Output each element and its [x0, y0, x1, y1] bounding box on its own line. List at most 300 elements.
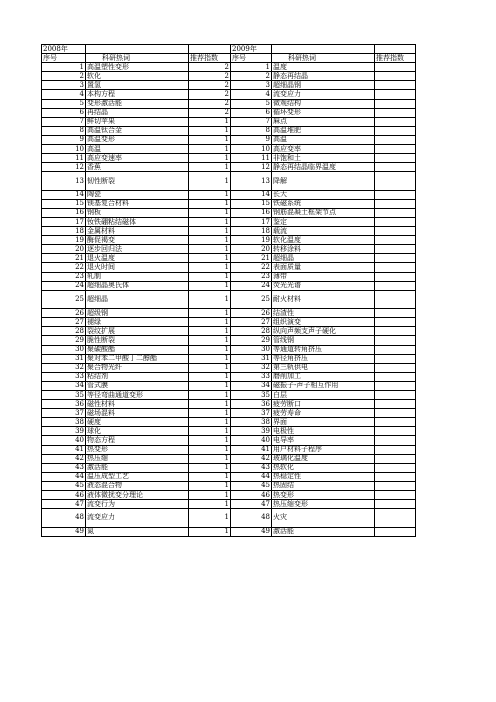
seq-2009-cell: 48 — [231, 509, 272, 527]
word-2008-cell: 磁性材料 — [86, 400, 189, 409]
seq-2008-cell: 39 — [42, 427, 86, 436]
word-2008-cell: 硬度 — [86, 418, 189, 427]
index-2009-cell — [375, 372, 416, 381]
table-row — [42, 390, 416, 399]
seq-2008-cell: 7 — [42, 117, 86, 126]
seq-2009-cell: 24 — [231, 281, 272, 290]
word-2008-cell: 本构方程 — [86, 90, 189, 99]
seq-2009-cell: 20 — [231, 245, 272, 254]
index-2009-cell — [375, 481, 416, 490]
index-2008-cell: 2 — [189, 90, 231, 99]
table-row — [42, 254, 416, 263]
word-2009-cell: 电导率 — [272, 436, 375, 445]
word-2008-cell: 物态方程 — [86, 436, 189, 445]
word-2008-cell: 热压缩 — [86, 454, 189, 463]
index-2008-cell: 1 — [189, 272, 231, 281]
table-row — [42, 454, 416, 463]
index-2009-cell — [375, 318, 416, 327]
hot-words-table — [41, 44, 416, 537]
word-2008-cell: 高温 — [86, 145, 189, 154]
seq-2009-cell: 39 — [231, 427, 272, 436]
seq-2008-cell: 4 — [42, 90, 86, 99]
index-2009-cell — [375, 400, 416, 409]
word-2008-cell: 热变形 — [86, 445, 189, 454]
seq-2008-cell: 28 — [42, 327, 86, 336]
seq-2008-cell: 3 — [42, 81, 86, 90]
table-row — [42, 217, 416, 226]
table-row — [42, 154, 416, 163]
word-2009-cell: 纵向声频支声子硬化 — [272, 327, 375, 336]
seq-2008-cell: 21 — [42, 254, 86, 263]
index-2009-cell — [375, 381, 416, 390]
word-2008-cell: 镁基复合材料 — [86, 199, 189, 208]
seq-2009-cell: 14 — [231, 190, 272, 199]
word-2008-cell: 等径弯曲通道变形 — [86, 390, 189, 399]
word-2009-cell: 高温堆肥 — [272, 126, 375, 135]
index-2009-cell — [375, 472, 416, 481]
word-2009-cell: 第三轨供电 — [272, 363, 375, 372]
table-row — [42, 527, 416, 536]
word-2009-cell: 温度 — [272, 63, 375, 72]
word-2009-cell: 玻璃化温度 — [272, 454, 375, 463]
word-2009-cell: 结渣性 — [272, 309, 375, 318]
index-2009-cell — [375, 208, 416, 217]
seq-2009-cell: 33 — [231, 372, 272, 381]
index-2009-cell — [375, 327, 416, 336]
seq-2009-cell: 2 — [231, 72, 272, 81]
index-2008-cell: 1 — [189, 327, 231, 336]
word-2009-cell: 钢筋混凝土框架节点 — [272, 208, 375, 217]
word-2008-cell: 变形激活能 — [86, 99, 189, 108]
table-row — [42, 99, 416, 108]
year-2009-label: 2009年 — [231, 45, 272, 54]
word-2009-cell: 热稳定性 — [272, 472, 375, 481]
seq-2008-cell: 23 — [42, 272, 86, 281]
index-2009-cell — [375, 445, 416, 454]
word-2008-cell: 高温钛合金 — [86, 126, 189, 135]
seq-2008-cell: 36 — [42, 400, 86, 409]
index-2009-cell — [375, 527, 416, 536]
seq-2009-cell: 10 — [231, 145, 272, 154]
index-2009-cell — [375, 245, 416, 254]
table-row — [42, 163, 416, 172]
index-2008-cell: 1 — [189, 409, 231, 418]
table-row — [42, 336, 416, 345]
index-2009-cell — [375, 99, 416, 108]
word-2008-cell: 陶瓷 — [86, 190, 189, 199]
seq-2008-cell: 31 — [42, 354, 86, 363]
table-row — [42, 372, 416, 381]
index-2009-cell — [375, 227, 416, 236]
seq-2008-cell: 40 — [42, 436, 86, 445]
word-2008-cell: 韧性断裂 — [86, 172, 189, 190]
seq-2009-cell: 27 — [231, 318, 272, 327]
seq-2008-cell: 47 — [42, 500, 86, 509]
table-row — [42, 90, 416, 99]
col-index-2008: 推荐指数 — [189, 54, 231, 63]
index-2009-cell — [375, 117, 416, 126]
word-2009-cell: 用户材料子程序 — [272, 445, 375, 454]
table-row — [42, 309, 416, 318]
table-row — [42, 509, 416, 527]
index-2009-cell — [375, 454, 416, 463]
index-2009-cell — [375, 172, 416, 190]
seq-2009-cell: 49 — [231, 527, 272, 536]
index-2009-cell — [375, 436, 416, 445]
index-2009-cell — [375, 90, 416, 99]
seq-2009-cell: 38 — [231, 418, 272, 427]
index-2009-cell — [375, 272, 416, 281]
index-2009-cell — [375, 500, 416, 509]
index-2009-cell — [375, 145, 416, 154]
index-2008-cell: 2 — [189, 81, 231, 90]
word-2009-cell: 鉴定 — [272, 217, 375, 226]
seq-2009-cell: 9 — [231, 135, 272, 144]
column-header-row — [42, 54, 416, 63]
word-2008-cell: 裂纹扩展 — [86, 327, 189, 336]
word-2008-cell: 脆性断裂 — [86, 336, 189, 345]
word-2008-cell: 褪绿 — [86, 318, 189, 327]
seq-2008-cell: 10 — [42, 145, 86, 154]
seq-2008-cell: 49 — [42, 527, 86, 536]
index-2008-cell: 2 — [189, 72, 231, 81]
seq-2009-cell: 22 — [231, 263, 272, 272]
table-row — [42, 227, 416, 236]
table-row — [42, 117, 416, 126]
seq-2009-cell: 43 — [231, 463, 272, 472]
table-row — [42, 400, 416, 409]
seq-2008-cell: 37 — [42, 409, 86, 418]
word-2008-cell: 酶促褐变 — [86, 236, 189, 245]
index-2008-cell: 1 — [189, 354, 231, 363]
index-2008-cell: 1 — [189, 418, 231, 427]
seq-2008-cell: 17 — [42, 217, 86, 226]
word-2009-cell: 非饱和土 — [272, 154, 375, 163]
word-2009-cell: 电极性 — [272, 427, 375, 436]
col-index-2009: 推荐指数 — [375, 54, 416, 63]
word-2008-cell: 置氢 — [86, 81, 189, 90]
word-2008-cell: 高应变速率 — [86, 154, 189, 163]
word-2009-cell: 静态再结晶 — [272, 72, 375, 81]
word-2008-cell: 软化 — [86, 72, 189, 81]
year-2008-label: 2008年 — [42, 45, 86, 54]
word-2009-cell: 耐火材料 — [272, 290, 375, 308]
word-2009-cell: 热压缩变形 — [272, 500, 375, 509]
table-row — [42, 345, 416, 354]
index-2009-cell — [375, 254, 416, 263]
index-2008-cell: 1 — [189, 126, 231, 135]
table-row — [42, 327, 416, 336]
table-row — [42, 72, 416, 81]
index-2009-cell — [375, 336, 416, 345]
index-2008-cell: 1 — [189, 445, 231, 454]
index-2008-cell: 1 — [189, 390, 231, 399]
seq-2008-cell: 43 — [42, 463, 86, 472]
col-word-2009: 科研热词 — [272, 54, 375, 63]
word-2008-cell: 高温变形 — [86, 135, 189, 144]
word-2008-cell: 温压成型工艺 — [86, 472, 189, 481]
seq-2008-cell: 18 — [42, 227, 86, 236]
seq-2008-cell: 32 — [42, 363, 86, 372]
word-2008-cell: 液体微扰变分理论 — [86, 491, 189, 500]
index-2009-cell — [375, 281, 416, 290]
seq-2009-cell: 3 — [231, 81, 272, 90]
word-2008-cell: 逐步回归法 — [86, 245, 189, 254]
table-row — [42, 463, 416, 472]
index-2009-cell — [375, 363, 416, 372]
word-2008-cell: 退火温度 — [86, 254, 189, 263]
seq-2009-cell: 37 — [231, 409, 272, 418]
word-2009-cell: 磨削加工 — [272, 372, 375, 381]
index-2008-cell: 1 — [189, 236, 231, 245]
index-2008-cell: 1 — [189, 509, 231, 527]
word-2009-cell: 界面 — [272, 418, 375, 427]
seq-2008-cell: 38 — [42, 418, 86, 427]
table-row — [42, 208, 416, 217]
word-2009-cell: 超细晶 — [272, 254, 375, 263]
seq-2008-cell: 27 — [42, 318, 86, 327]
word-2009-cell: 软化温度 — [272, 236, 375, 245]
seq-2009-cell: 26 — [231, 309, 272, 318]
word-2009-cell: 表面质量 — [272, 263, 375, 272]
seq-2008-cell: 19 — [42, 236, 86, 245]
seq-2009-cell: 36 — [231, 400, 272, 409]
index-2008-cell: 1 — [189, 245, 231, 254]
table-row — [42, 472, 416, 481]
word-2008-cell: 聚对苯二甲酸丁二醇酯 — [86, 354, 189, 363]
index-2008-cell: 1 — [189, 336, 231, 345]
seq-2009-cell: 44 — [231, 472, 272, 481]
word-2009-cell: 磁振子-声子相互作用 — [272, 381, 375, 390]
index-2008-cell: 1 — [189, 135, 231, 144]
index-2008-cell: 2 — [189, 108, 231, 117]
word-2009-cell: 疲劳寿命 — [272, 409, 375, 418]
table-row — [42, 427, 416, 436]
seq-2009-cell: 18 — [231, 227, 272, 236]
index-2008-cell: 1 — [189, 472, 231, 481]
seq-2009-cell: 32 — [231, 363, 272, 372]
index-2009-cell — [375, 427, 416, 436]
word-2009-cell: 管线钢 — [272, 336, 375, 345]
seq-2009-cell: 4 — [231, 90, 272, 99]
seq-2008-cell: 30 — [42, 345, 86, 354]
index-2008-cell: 1 — [189, 318, 231, 327]
index-2009-cell — [375, 309, 416, 318]
table-row — [42, 281, 416, 290]
index-2009-cell — [375, 345, 416, 354]
seq-2008-cell: 11 — [42, 154, 86, 163]
seq-2009-cell: 31 — [231, 354, 272, 363]
word-2008-cell: 球化 — [86, 427, 189, 436]
index-2009-cell — [375, 154, 416, 163]
index-2008-cell: 1 — [189, 263, 231, 272]
col-seq-2008: 序号 — [42, 54, 86, 63]
index-2008-cell: 1 — [189, 491, 231, 500]
seq-2009-cell: 29 — [231, 336, 272, 345]
index-2008-cell: 1 — [189, 217, 231, 226]
seq-2009-cell: 12 — [231, 163, 272, 172]
col-seq-2009: 序号 — [231, 54, 272, 63]
seq-2009-cell: 30 — [231, 345, 272, 354]
word-2009-cell: 载流 — [272, 227, 375, 236]
seq-2008-cell: 20 — [42, 245, 86, 254]
word-2009-cell: 流变应力 — [272, 90, 375, 99]
seq-2008-cell: 1 — [42, 63, 86, 72]
seq-2008-cell: 25 — [42, 290, 86, 308]
word-2009-cell: 超细晶钢 — [272, 81, 375, 90]
seq-2009-cell: 40 — [231, 436, 272, 445]
seq-2009-cell: 46 — [231, 491, 272, 500]
seq-2009-cell: 42 — [231, 454, 272, 463]
index-2009-cell — [375, 491, 416, 500]
word-2008-cell: 退火时间 — [86, 263, 189, 272]
table-row — [42, 418, 416, 427]
seq-2008-cell: 13 — [42, 172, 86, 190]
word-2008-cell: 超细晶 — [86, 290, 189, 308]
index-2009-cell — [375, 463, 416, 472]
index-2008-cell: 1 — [189, 309, 231, 318]
index-2008-cell: 1 — [189, 381, 231, 390]
index-2008-cell: 1 — [189, 400, 231, 409]
seq-2009-cell: 47 — [231, 500, 272, 509]
index-2008-cell: 1 — [189, 163, 231, 172]
word-2009-cell: 铁磁系统 — [272, 199, 375, 208]
word-2008-cell: 磁场混料 — [86, 409, 189, 418]
word-2009-cell: 等径角挤压 — [272, 354, 375, 363]
seq-2008-cell: 33 — [42, 372, 86, 381]
seq-2009-cell: 11 — [231, 154, 272, 163]
word-2008-cell: 氮 — [86, 527, 189, 536]
seq-2009-cell: 23 — [231, 272, 272, 281]
word-2009-cell: 静态再结晶临界温度 — [272, 163, 375, 172]
seq-2008-cell: 26 — [42, 309, 86, 318]
index-2008-cell: 1 — [189, 363, 231, 372]
seq-2008-cell: 44 — [42, 472, 86, 481]
index-2009-cell — [375, 190, 416, 199]
index-2008-cell: 1 — [189, 281, 231, 290]
seq-2009-cell: 19 — [231, 236, 272, 245]
index-2009-cell — [375, 63, 416, 72]
index-2009-cell — [375, 135, 416, 144]
seq-2009-cell: 28 — [231, 327, 272, 336]
word-2009-cell: 疲劳断口 — [272, 400, 375, 409]
seq-2008-cell: 12 — [42, 163, 86, 172]
word-2009-cell: 荧光光谱 — [272, 281, 375, 290]
index-2008-cell: 1 — [189, 227, 231, 236]
word-2008-cell: 液态混合物 — [86, 481, 189, 490]
seq-2009-cell: 25 — [231, 290, 272, 308]
index-2008-cell: 1 — [189, 154, 231, 163]
table-row — [42, 409, 416, 418]
word-2008-cell: 管式膜 — [86, 381, 189, 390]
seq-2008-cell: 15 — [42, 199, 86, 208]
seq-2009-cell: 17 — [231, 217, 272, 226]
word-2008-cell: 流变应力 — [86, 509, 189, 527]
table-row — [42, 135, 416, 144]
word-2009-cell: 热固结 — [272, 481, 375, 490]
index-2008-cell: 1 — [189, 463, 231, 472]
word-2008-cell: 再结晶 — [86, 108, 189, 117]
index-2008-cell: 1 — [189, 172, 231, 190]
word-2009-cell: 麻点 — [272, 117, 375, 126]
index-2008-cell: 1 — [189, 208, 231, 217]
seq-2008-cell: 35 — [42, 390, 86, 399]
index-2009-cell — [375, 163, 416, 172]
table-row — [42, 318, 416, 327]
seq-2009-cell: 5 — [231, 99, 272, 108]
year-row — [42, 45, 416, 54]
word-2008-cell: 高温塑性变形 — [86, 63, 189, 72]
table-row — [42, 491, 416, 500]
index-2009-cell — [375, 108, 416, 117]
index-2008-cell: 1 — [189, 345, 231, 354]
index-2009-cell — [375, 263, 416, 272]
seq-2009-cell: 41 — [231, 445, 272, 454]
table-row — [42, 381, 416, 390]
seq-2008-cell: 5 — [42, 99, 86, 108]
seq-2008-cell: 48 — [42, 509, 86, 527]
index-2008-cell: 1 — [189, 254, 231, 263]
col-word-2008: 科研热词 — [86, 54, 189, 63]
seq-2008-cell: 16 — [42, 208, 86, 217]
word-2008-cell: 激活能 — [86, 463, 189, 472]
word-2008-cell: 香蕉 — [86, 163, 189, 172]
index-2008-cell: 1 — [189, 290, 231, 308]
table-row — [42, 172, 416, 190]
table-row — [42, 126, 416, 135]
table-row — [42, 272, 416, 281]
seq-2008-cell: 9 — [42, 135, 86, 144]
seq-2008-cell: 42 — [42, 454, 86, 463]
word-2009-cell: 热变形 — [272, 491, 375, 500]
table-row — [42, 199, 416, 208]
seq-2008-cell: 14 — [42, 190, 86, 199]
index-2008-cell: 1 — [189, 190, 231, 199]
seq-2009-cell: 8 — [231, 126, 272, 135]
word-2009-cell: 组织演变 — [272, 318, 375, 327]
index-2009-cell — [375, 409, 416, 418]
table-row — [42, 263, 416, 272]
index-2009-cell — [375, 290, 416, 308]
index-2009-cell — [375, 199, 416, 208]
word-2008-cell: 超细晶奥氏体 — [86, 281, 189, 290]
index-2009-cell — [375, 81, 416, 90]
seq-2009-cell: 21 — [231, 254, 272, 263]
index-2008-cell: 1 — [189, 527, 231, 536]
word-2008-cell: 粘结剂 — [86, 372, 189, 381]
word-2008-cell: 超级钢 — [86, 309, 189, 318]
table-row — [42, 436, 416, 445]
word-2009-cell: 高应变率 — [272, 145, 375, 154]
index-2008-cell: 1 — [189, 454, 231, 463]
word-2008-cell: 聚合物光纤 — [86, 363, 189, 372]
word-2008-cell: 流变行为 — [86, 500, 189, 509]
table-row — [42, 290, 416, 308]
seq-2009-cell: 15 — [231, 199, 272, 208]
index-2008-cell: 1 — [189, 436, 231, 445]
word-2009-cell: 循环变形 — [272, 108, 375, 117]
word-2009-cell: 激活能 — [272, 527, 375, 536]
index-2009-cell — [375, 354, 416, 363]
index-2008-cell: 1 — [189, 427, 231, 436]
word-2009-cell: 降解 — [272, 172, 375, 190]
seq-2009-cell: 6 — [231, 108, 272, 117]
word-2009-cell: 转移涂料 — [272, 245, 375, 254]
word-2009-cell: 微观结构 — [272, 99, 375, 108]
word-2009-cell: 火灾 — [272, 509, 375, 527]
index-2009-cell — [375, 509, 416, 527]
seq-2008-cell: 6 — [42, 108, 86, 117]
